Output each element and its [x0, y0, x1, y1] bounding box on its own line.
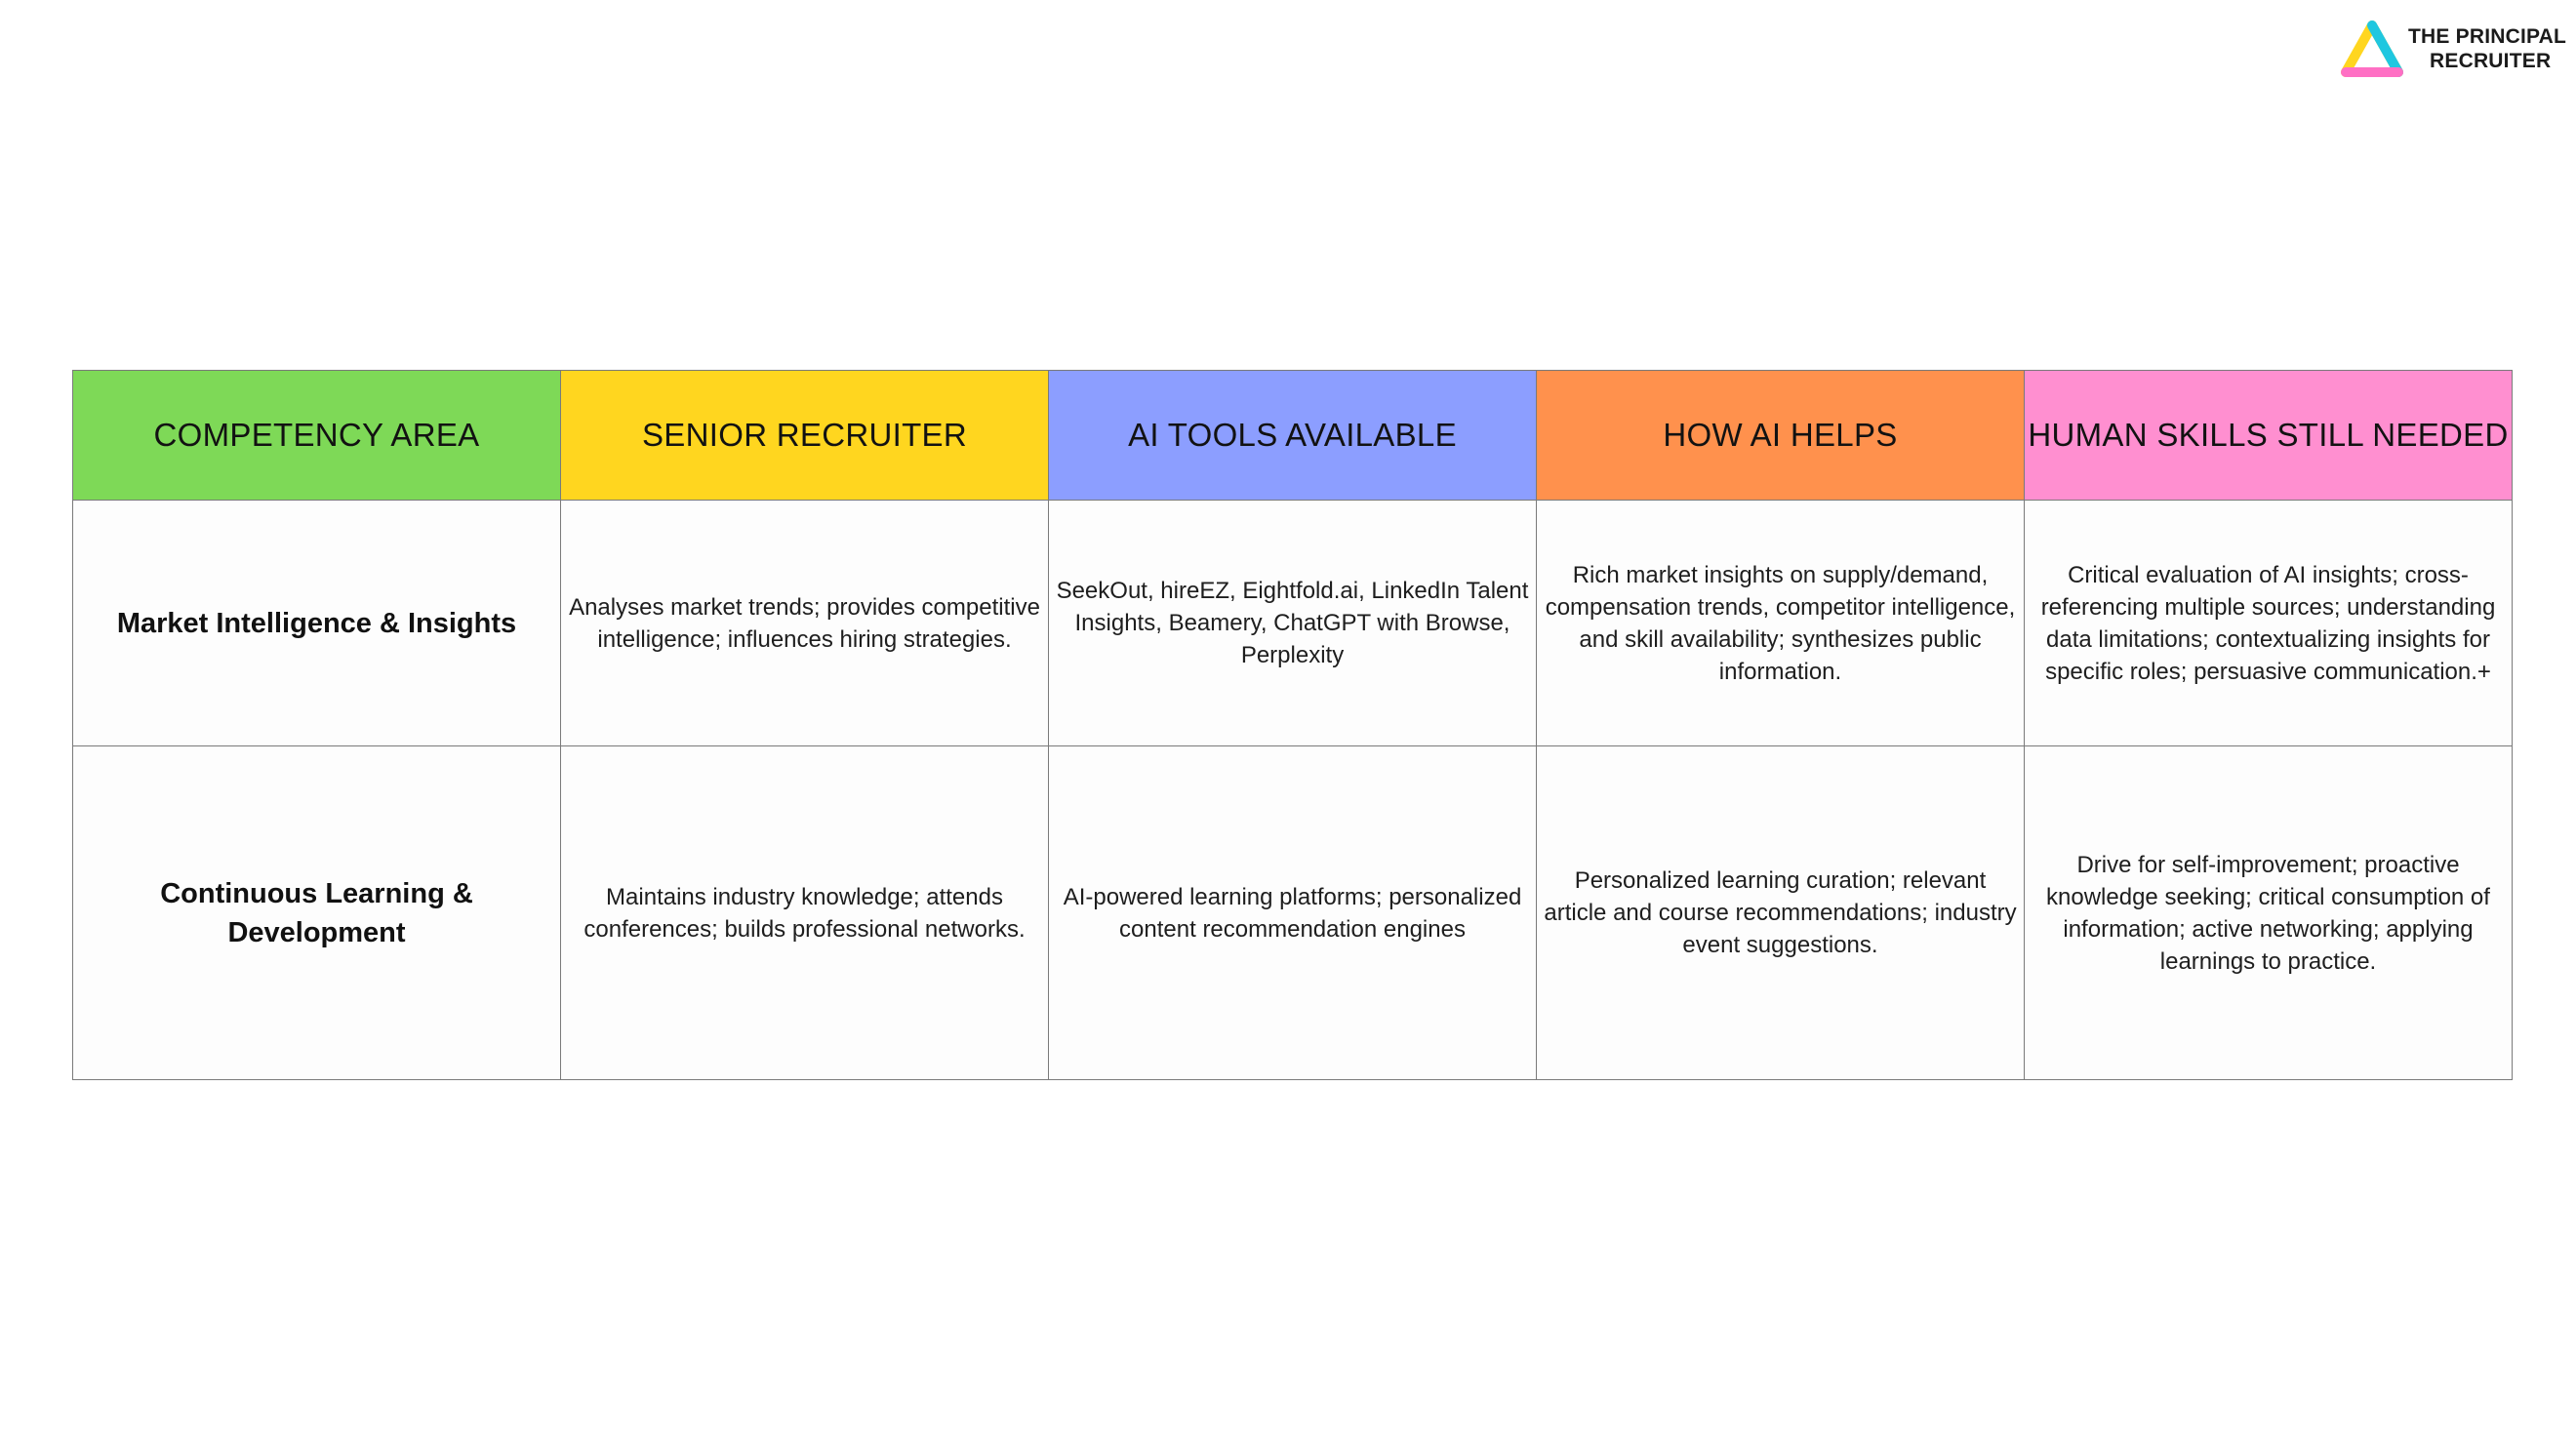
cell-how-ai-helps: Rich market insights on supply/demand, compensation trends, competitor intelligence, and skill availability; synthesizes public information.	[1537, 501, 2025, 746]
cell-ai-tools: SeekOut, hireEZ, Eightfold.ai, LinkedIn Talent Insights, Beamery, ChatGPT with Browse, Perplexity	[1049, 501, 1537, 746]
cell-human-skills: Critical evaluation of AI insights; cross-referencing multiple sources; understanding data limitations; contextualizing insights for specific roles; persuasive communication.+	[2025, 501, 2513, 746]
cell-how-ai-helps: Personalized learning curation; relevant article and course recommendations; industry event suggestions.	[1537, 746, 2025, 1080]
header-human-skills: HUMAN SKILLS STILL NEEDED	[2025, 371, 2513, 501]
header-senior-recruiter: SENIOR RECRUITER	[561, 371, 1049, 501]
brand-name-line2: RECRUITER	[2430, 50, 2552, 72]
brand-name-line1: THE PRINCIPAL	[2408, 25, 2567, 48]
table-row	[73, 746, 2513, 1080]
brand-logo	[2340, 20, 2574, 78]
table-row	[73, 501, 2513, 746]
triangle-logo-icon	[2340, 20, 2404, 78]
brand-name	[2408, 24, 2566, 73]
cell-competency-area: Continuous Learning & Development	[73, 746, 561, 1080]
header-ai-tools: AI TOOLS AVAILABLE	[1049, 371, 1537, 501]
cell-senior-recruiter: Maintains industry knowledge; attends conferences; builds professional networks.	[561, 746, 1049, 1080]
competency-table	[72, 370, 2513, 1080]
table-header-row	[73, 371, 2513, 501]
cell-ai-tools: AI-powered learning platforms; personalized content recommendation engines	[1049, 746, 1537, 1080]
cell-human-skills: Drive for self-improvement; proactive knowledge seeking; critical consumption of information; active networking; applying learnings to practice.	[2025, 746, 2513, 1080]
header-how-ai-helps: HOW AI HELPS	[1537, 371, 2025, 501]
cell-senior-recruiter: Analyses market trends; provides competitive intelligence; influences hiring strategies.	[561, 501, 1049, 746]
header-competency-area: COMPETENCY AREA	[73, 371, 561, 501]
cell-competency-area: Market Intelligence & Insights	[73, 501, 561, 746]
